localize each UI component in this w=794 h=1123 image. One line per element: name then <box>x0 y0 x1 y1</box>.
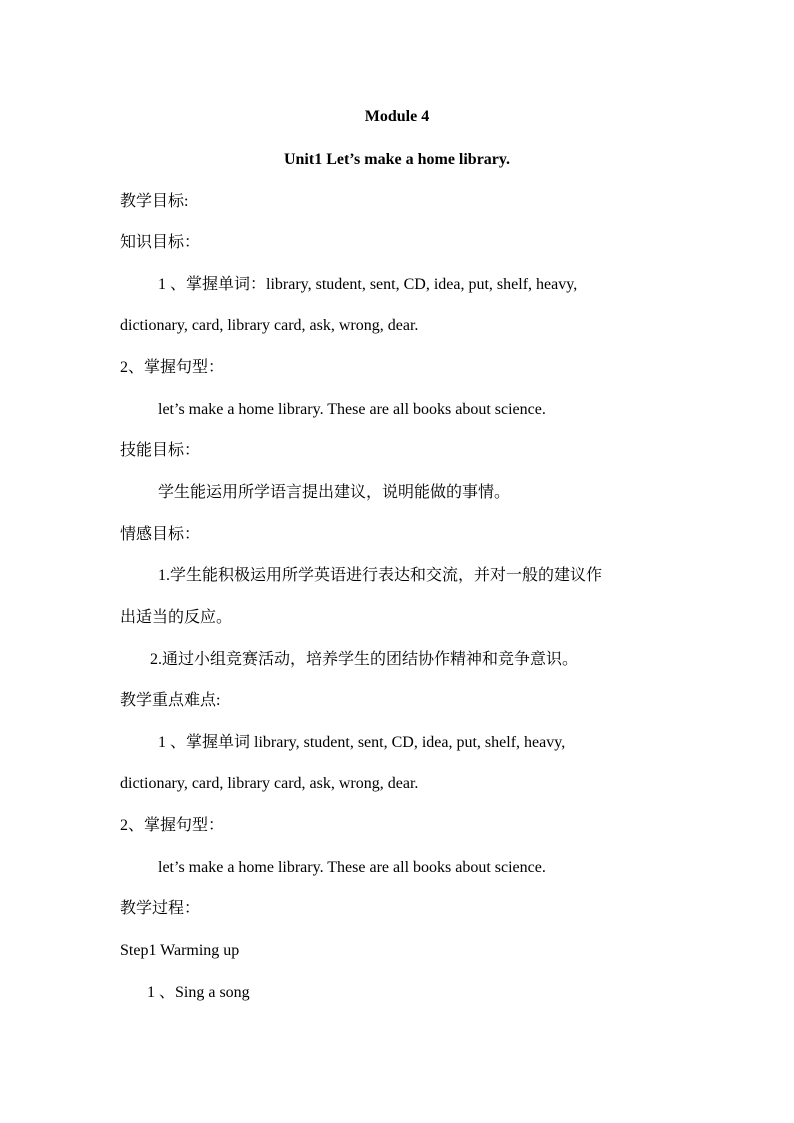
vocabulary-line-1: 1 、掌握单词：library, student, sent, CD, idea, put, shelf, heavy, <box>158 276 578 293</box>
sentence-pattern-heading: 2、掌握句型： <box>120 359 225 376</box>
key-points-heading: 教学重点难点: <box>120 692 221 709</box>
key-vocabulary-line-2: dictionary, card, library card, ask, wrong, dear. <box>120 775 419 792</box>
vocabulary-line-2: dictionary, card, library card, ask, wrong, dear. <box>120 317 419 334</box>
step1-heading: Step1 Warming up <box>120 942 240 959</box>
knowledge-goals-heading: 知识目标： <box>120 234 201 251</box>
skill-goals-text: 学生能运用所学语言提出建议，说明能做的事情。 <box>158 484 511 501</box>
key-sentence-pattern-heading: 2、掌握句型： <box>120 817 225 834</box>
step1-item-1: 1 、Sing a song <box>147 984 250 1001</box>
teaching-goals-heading: 教学目标: <box>120 193 189 210</box>
teaching-process-heading: 教学过程： <box>120 900 201 917</box>
emotional-goal-1-line-1: 1.学生能积极运用所学英语进行表达和交流，并对一般的建议作 <box>158 567 603 584</box>
sentence-pattern-line: let’s make a home library. These are all books about science. <box>158 401 546 418</box>
emotional-goal-1-line-2: 出适当的反应。 <box>120 609 233 626</box>
key-vocabulary-line-1: 1 、掌握单词 library, student, sent, CD, idea, put, shelf, heavy, <box>158 734 566 751</box>
unit-title: Unit1 Let’s make a home library. <box>283 151 511 168</box>
emotional-goals-heading: 情感目标： <box>120 526 201 543</box>
skill-goals-heading: 技能目标： <box>120 442 201 459</box>
module-title: Module 4 <box>364 108 430 125</box>
emotional-goal-2: 2.通过小组竞赛活动，培养学生的团结协作精神和竞争意识。 <box>150 651 579 668</box>
key-sentence-pattern-line: let’s make a home library. These are all books about science. <box>158 859 546 876</box>
